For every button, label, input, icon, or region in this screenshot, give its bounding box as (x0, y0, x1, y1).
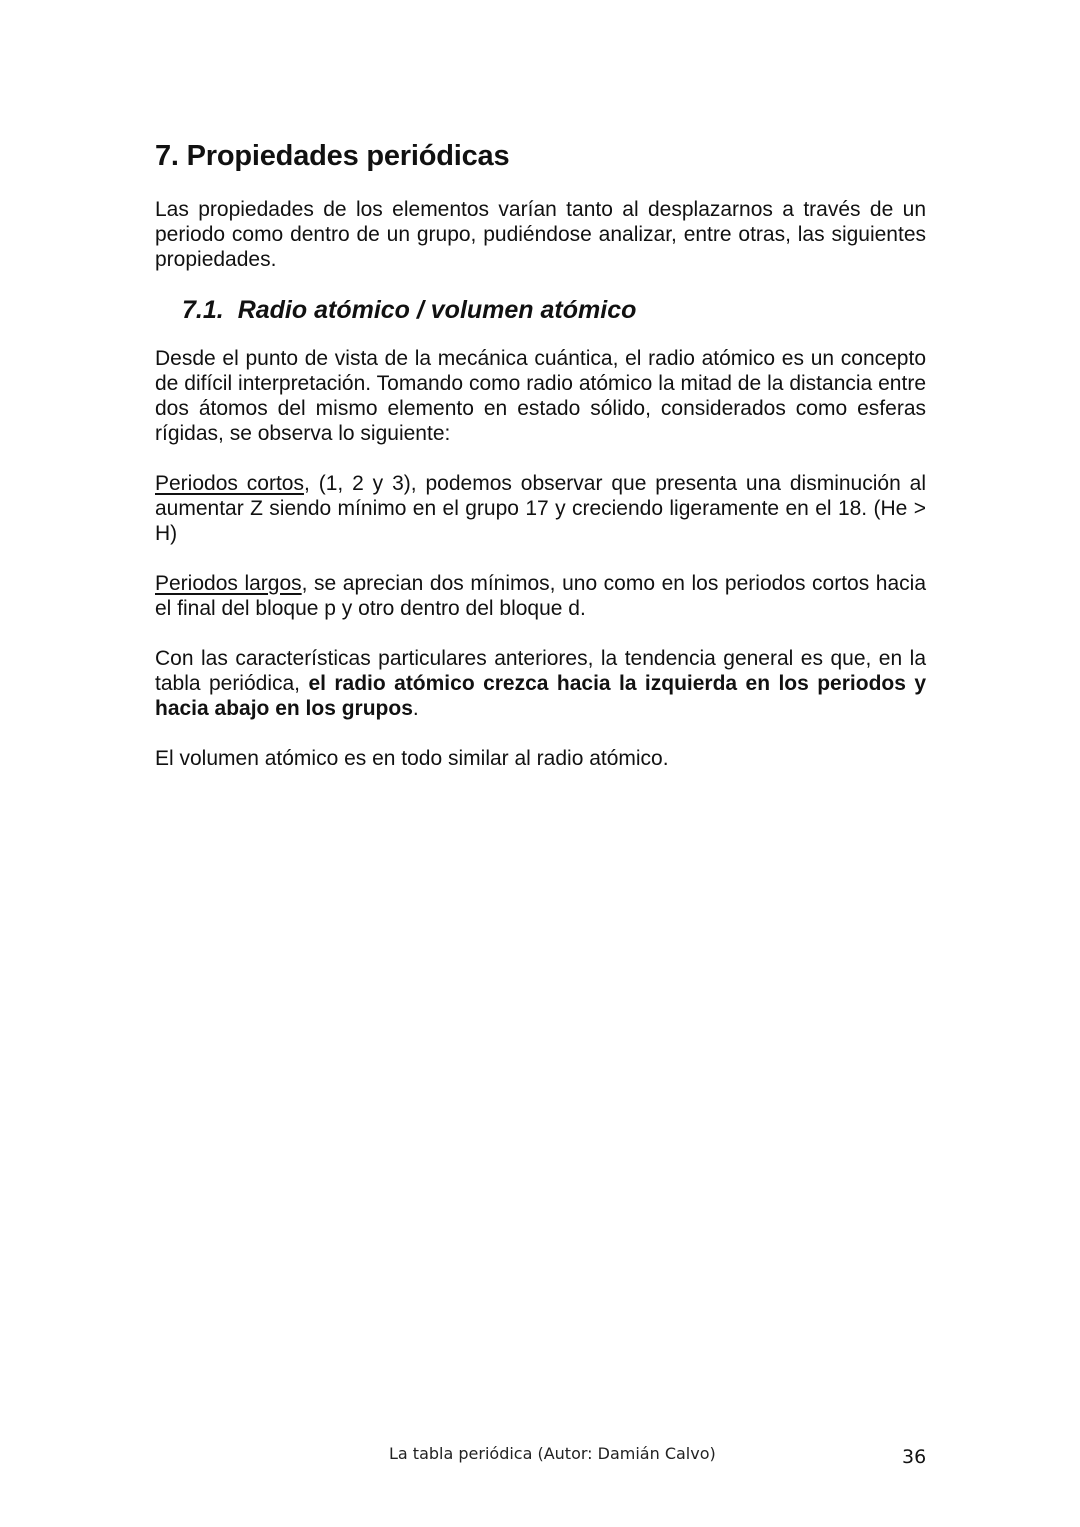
long-periods-paragraph (155, 571, 926, 621)
radius-definition-paragraph: Desde el punto de vista de la mecánica cuántica, el radio atómico es un concepto de difícil interpretación. Tomando como radio atómico la mitad de la distancia entre dos átomos del mismo elemento en estado sólido, considerados como esferas rígidas, se observa lo siguiente: (155, 347, 926, 445)
long-periods-text: , se aprecian dos mínimos, uno como en los periodos cortos hacia el final del bloque p y otro dentro del bloque d. (155, 572, 926, 620)
subsection-number: 7.1. (182, 296, 224, 324)
volume-note-paragraph: El volumen atómico es en todo similar al radio atómico. (155, 747, 669, 770)
trend-bold-statement: el radio atómico crezca hacia la izquierda en los periodos y hacia abajo en los grupos (155, 672, 926, 720)
short-periods-paragraph (155, 471, 926, 546)
subsection-title-text: Radio atómico / volumen atómico (237, 296, 637, 324)
footer-text: La tabla periódica (Autor: Damián Calvo) (389, 1444, 716, 1463)
short-periods-label: Periodos cortos (155, 472, 304, 495)
subsection-title (182, 294, 926, 326)
section-title: 7. Propiedades periódicas (155, 140, 510, 172)
long-periods-label: Periodos largos (155, 572, 302, 595)
intro-paragraph: Las propiedades de los elementos varían tanto al desplazarnos a través de un periodo como dentro de un grupo, pudiéndose analizar, entre otras, las siguientes propiedades. (155, 198, 926, 271)
page-number: 36 (902, 1446, 927, 1468)
short-periods-text: , (1, 2 y 3), podemos observar que presenta una disminución al aumentar Z siendo mínimo en el grupo 17 y creciendo ligeramente en el 18. (He > H) (155, 472, 926, 545)
page-content (155, 138, 926, 771)
trend-suffix: . (412, 697, 419, 720)
trend-paragraph (155, 646, 926, 721)
trend-prefix: Con las características particulares anteriores, la tendencia general es que, en la tabla periódica, (155, 647, 926, 695)
